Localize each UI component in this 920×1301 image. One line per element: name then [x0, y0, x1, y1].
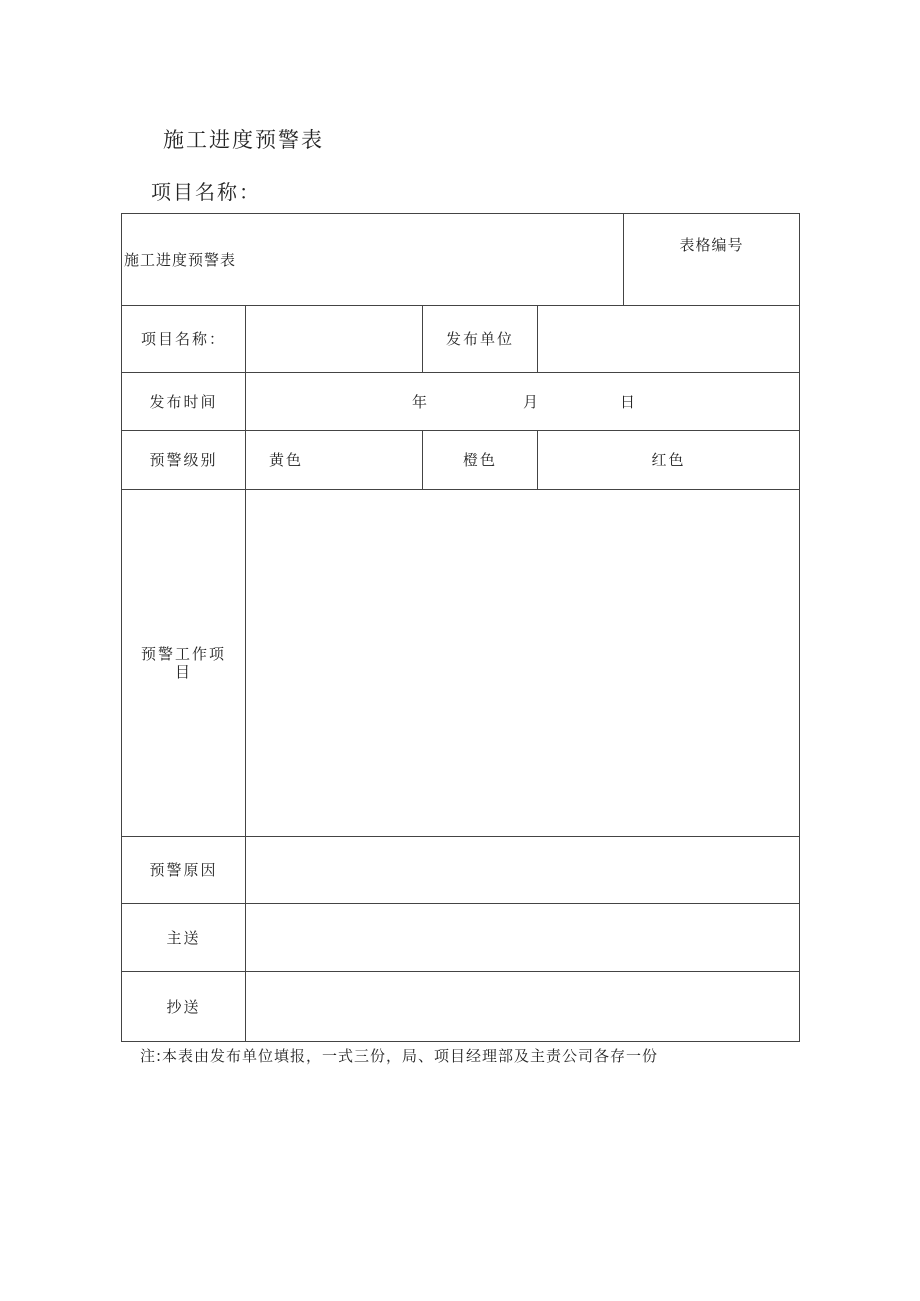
- main-recipient-label: 主送: [122, 904, 246, 972]
- footer-note: 注:本表由发布单位填报，一式三份，局、项目经理部及主责公司各存一份: [140, 1047, 659, 1065]
- day-label: 日: [620, 392, 638, 411]
- issue-time-value[interactable]: [246, 373, 800, 431]
- warning-items-label-line1: 预警工作项: [140, 645, 226, 663]
- form-header-title: 施工进度预警表: [122, 214, 624, 306]
- issuer-value[interactable]: [538, 306, 800, 373]
- warning-items-value[interactable]: [246, 490, 800, 837]
- project-name-heading: 项目名称：: [151, 180, 261, 204]
- warning-level-label: 预警级别: [122, 431, 246, 490]
- issue-time-row: [122, 373, 800, 431]
- level-orange-option[interactable]: 橙色: [423, 431, 538, 490]
- form-number-cell[interactable]: 表格编号: [624, 214, 800, 306]
- level-yellow-option[interactable]: 黄色: [246, 431, 423, 490]
- project-row: [122, 306, 800, 373]
- month-label: 月: [523, 392, 541, 411]
- warning-items-label-line2: 目: [174, 663, 192, 681]
- project-name-label: 项目名称：: [122, 306, 246, 373]
- cc-value[interactable]: [246, 972, 800, 1042]
- main-recipient-value[interactable]: [246, 904, 800, 972]
- warning-reason-label: 预警原因: [122, 837, 246, 904]
- issuer-label: 发布单位: [423, 306, 538, 373]
- warning-reason-value[interactable]: [246, 837, 800, 904]
- cc-row: [122, 972, 800, 1042]
- cc-label: 抄送: [122, 972, 246, 1042]
- project-name-value[interactable]: [246, 306, 423, 373]
- form-header-row: [122, 214, 800, 306]
- warning-level-row: [122, 431, 800, 490]
- warning-items-row: [122, 490, 800, 837]
- issue-time-label: 发布时间: [122, 373, 246, 431]
- warning-items-label: [122, 490, 246, 837]
- main-recipient-row: [122, 904, 800, 972]
- warning-form-table: [121, 213, 800, 1042]
- warning-reason-row: [122, 837, 800, 904]
- document-title: 施工进度预警表: [163, 128, 324, 152]
- year-label: 年: [412, 392, 430, 411]
- level-red-option[interactable]: 红色: [538, 431, 800, 490]
